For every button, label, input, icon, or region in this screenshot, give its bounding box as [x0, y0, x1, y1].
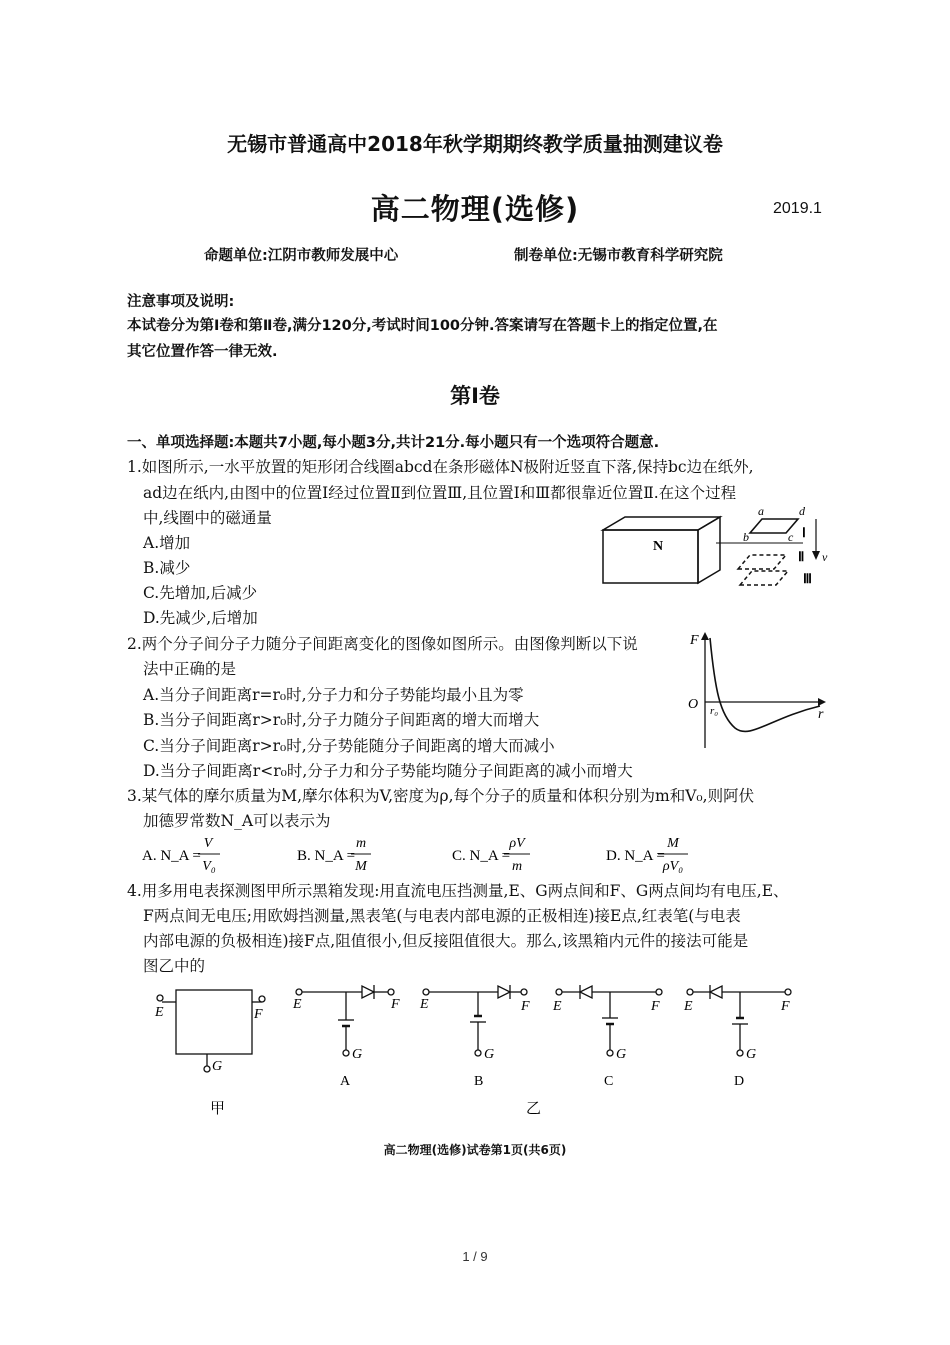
q3-option-c: [452, 836, 530, 874]
q1-option-c: C.先增加,后减少: [143, 584, 258, 602]
origin-label: O: [688, 697, 699, 712]
q3-option-c-label: C. N_A =: [452, 848, 511, 864]
d-f-label: F: [781, 999, 790, 1014]
d-e-label: E: [684, 999, 693, 1014]
q3-option-d-label: D. N_A =: [606, 848, 665, 864]
q3-option-b-label: B. N_A =: [297, 848, 356, 864]
notice-heading: 注意事项及说明:: [127, 294, 235, 310]
q3-option-a-label: A. N_A =: [142, 848, 201, 864]
q4-line3: 内部电源的负极相连)接F点,阻值很小,但反接阻值很大。那么,该黑箱内元件的接法可能是: [143, 932, 749, 950]
q3-option-a-den: V₀: [202, 859, 216, 874]
c-f-label: F: [651, 999, 660, 1014]
q1-option-b: B.减少: [143, 559, 191, 577]
q1-line1: 1.如图所示,一水平放置的矩形闭合线圈abcd在条形磁体N极附近竖直下落,保持bc边在纸外,: [127, 458, 754, 476]
q3-option-b: [297, 836, 371, 874]
axis-r-label: r: [818, 707, 824, 722]
coil-c-label: c: [788, 530, 794, 544]
force-distance-graph: [680, 630, 830, 752]
q3-option-a-num: V: [203, 836, 213, 851]
q3-option-d-num: M: [667, 836, 679, 851]
axis-f-label: F: [690, 633, 699, 648]
q1-line2: ad边在纸内,由图中的位置Ⅰ经过位置Ⅱ到位置Ⅲ,且位置Ⅰ和Ⅲ都很靠近位置Ⅱ.在这个过程: [143, 484, 737, 502]
a-e-label: E: [293, 997, 302, 1012]
coil-d-label: d: [799, 505, 805, 518]
exam-title: 无锡市普通高中2018年秋学期期终教学质量抽测建议卷: [227, 132, 723, 156]
circuit-d-label: D: [734, 1074, 745, 1089]
q3-option-c-num: ρV: [509, 836, 525, 851]
q1-option-a: A.增加: [143, 534, 191, 552]
box-f-label: F: [254, 1007, 263, 1022]
page-footer: 高二物理(选修)试卷第1页(共6页): [383, 1143, 567, 1157]
q3-option-b-den: M: [355, 859, 367, 874]
magnet-coil-figure: [598, 505, 838, 595]
q3-option-b-num: m: [355, 836, 367, 851]
figure-jia-label: 甲: [210, 1101, 226, 1117]
exam-date: 2019.1: [773, 200, 822, 217]
b-e-label: E: [420, 997, 429, 1012]
box-e-label: E: [155, 1005, 164, 1020]
black-box-circuits: [140, 980, 820, 1120]
position-2-label: Ⅱ: [798, 549, 805, 564]
q3-option-d: [606, 836, 688, 874]
r0-label: r₀: [710, 705, 719, 717]
circuit-c-label: C: [604, 1074, 614, 1089]
figure-yi-label: 乙: [526, 1101, 542, 1117]
section-title: 第Ⅰ卷: [450, 384, 500, 408]
subject-title: 高二物理(选修): [370, 192, 580, 226]
c-g-label: G: [616, 1047, 627, 1062]
q4-line2: F两点间无电压;用欧姆挡测量,黑表笔(与电表内部电源的正极相连)接E点,红表笔(与电表: [143, 907, 741, 925]
q3-option-d-den: ρV₀: [662, 859, 684, 874]
c-e-label: E: [553, 999, 562, 1014]
box-g-label: G: [212, 1059, 223, 1074]
notice-line1: 本试卷分为第Ⅰ卷和第Ⅱ卷,满分120分,考试时间100分钟.答案请写在答题卡上的指定位置,在: [127, 318, 718, 334]
part1-heading: 一、单项选择题:本题共7小题,每小题3分,共计21分.每小题只有一个选项符合题意.: [127, 435, 660, 451]
coil-b-label: b: [743, 530, 749, 544]
q1-line3: 中,线圈中的磁通量: [143, 509, 272, 527]
b-f-label: F: [521, 999, 530, 1014]
coil-a-label: a: [758, 505, 764, 518]
position-3-label: Ⅲ: [803, 571, 812, 586]
page-number: 1 / 9: [462, 1249, 488, 1264]
q2-option-c: C.当分子间距离r>r₀时,分子势能随分子间距离的增大而减小: [143, 737, 555, 755]
q4-line4: 图乙中的: [143, 957, 206, 975]
position-1-label: Ⅰ: [802, 525, 806, 540]
notice-line2: 其它位置作答一律无效.: [127, 344, 278, 360]
d-g-label: G: [746, 1047, 757, 1062]
q2-line1: 2.两个分子间分子力随分子间距离变化的图像如图所示。由图像判断以下说: [127, 635, 638, 653]
q3-option-a: [142, 836, 220, 874]
q1-option-d: D.先减少,后增加: [143, 609, 258, 627]
print-unit: 制卷单位:无锡市教育科学研究院: [514, 248, 723, 264]
q2-line2: 法中正确的是: [143, 660, 237, 678]
q2-option-b: B.当分子间距离r>r₀时,分子力随分子间距离的增大而增大: [143, 711, 540, 729]
circuit-b-label: B: [474, 1074, 484, 1089]
magnet-n-label: N: [653, 539, 664, 554]
q3-line1: 3.某气体的摩尔质量为M,摩尔体积为V,密度为ρ,每个分子的质量和体积分别为m和V₀,则阿伏: [127, 787, 755, 805]
a-g-label: G: [352, 1047, 363, 1062]
velocity-label: v: [822, 550, 828, 564]
circuit-a-label: A: [340, 1074, 351, 1089]
q2-option-a: A.当分子间距离r=r₀时,分子力和分子势能均最小且为零: [143, 686, 524, 704]
q3-option-c-den: m: [511, 859, 523, 874]
a-f-label: F: [391, 997, 400, 1012]
q3-line2: 加德罗常数N_A可以表示为: [143, 812, 331, 830]
author-unit: 命题单位:江阴市教师发展中心: [204, 248, 399, 264]
q2-option-d: D.当分子间距离r<r₀时,分子力和分子势能均随分子间距离的减小而增大: [143, 762, 633, 780]
q4-line1: 4.用多用电表探测图甲所示黑箱发现:用直流电压挡测量,E、G两点间和F、G两点间均有电压,E、: [127, 882, 789, 900]
b-g-label: G: [484, 1047, 495, 1062]
q3-options: [140, 833, 720, 877]
